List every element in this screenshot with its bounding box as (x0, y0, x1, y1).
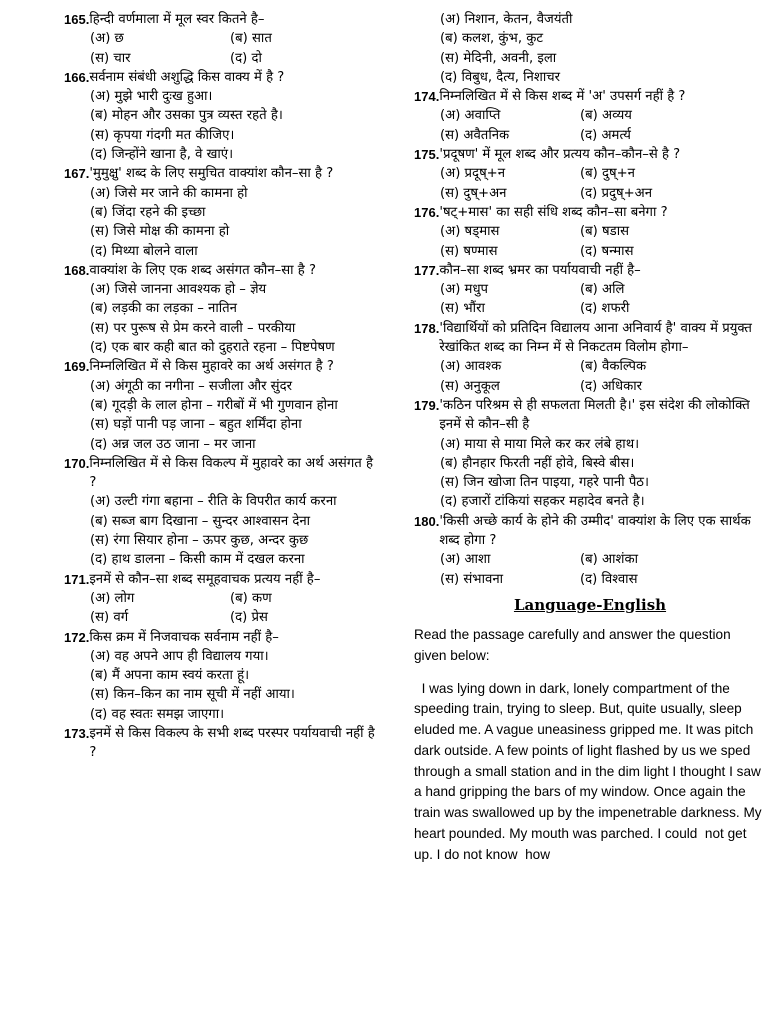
option: (स) चार (90, 50, 131, 66)
option: (ब) मैं अपना काम स्वयं करता हूं। (90, 668, 250, 684)
option: (द) अधिकार (580, 378, 643, 394)
question-number: 172. (64, 629, 90, 645)
question-title (64, 628, 376, 647)
question-number: 170. (64, 455, 90, 471)
option: (स) पर पुरूष से प्रेम करने वाली – परकीया (90, 320, 296, 336)
question-number: 180. (414, 513, 440, 529)
question (64, 454, 376, 570)
question-text: वाक्यांश के लिए एक शब्द असंगत कौन–सा है ? (89, 262, 316, 278)
question-title (64, 570, 376, 589)
option: (ब) मोहन और उसका पुत्र व्यस्त रहते है। (90, 108, 283, 124)
option: (ब) दुष्+न (580, 166, 636, 182)
question (64, 357, 376, 453)
question-text: किस क्रम में निजवाचक सर्वनाम नहीं है– (89, 629, 279, 645)
option: (ब) अलि (580, 282, 625, 298)
option: (अ) माया से माया मिले कर कर लंबे हाथ। (440, 436, 640, 452)
question-text: हिन्दी वर्णमाला में मूल स्वर कितने है– (89, 12, 265, 27)
option-row (414, 184, 766, 203)
option: (ब) आशंका (580, 552, 639, 568)
question-number: 169. (64, 359, 90, 375)
option-row (414, 377, 766, 396)
option: (अ) षड्मास (440, 224, 500, 240)
question-text: निम्नलिखित में से किस मुहावरे का अर्थ असंगत है ? (89, 359, 334, 375)
option: (द) दो (230, 50, 262, 66)
question (64, 261, 376, 357)
option: (ब) जिंदा रहने की इच्छा (90, 204, 206, 220)
option: (अ) जिसे जानना आवश्यक हो – ज्ञेय (90, 282, 267, 298)
question-text: 'षट्+मास' का सही संधि शब्द कौन–सा बनेगा ? (439, 204, 668, 220)
question (64, 570, 376, 628)
option: (स) संभावना (440, 571, 504, 587)
english-instruction: Read the passage carefully and answer the question given below: (414, 626, 731, 663)
option: (अ) अवाप्ति (440, 108, 501, 124)
right-column (414, 10, 766, 878)
question-title (414, 87, 766, 106)
option: (स) दुष्+अन (440, 185, 507, 201)
option: (द) हजारों टांकियां सहकर महादेव बनते है। (440, 494, 645, 510)
question (64, 724, 376, 763)
question-number: 176. (414, 204, 440, 220)
option-row (414, 126, 766, 145)
option: (द) प्रेस (230, 610, 268, 626)
question-title (64, 261, 376, 280)
option: (द) शफरी (580, 301, 630, 317)
option: (ब) सात (230, 31, 272, 47)
question-title (414, 145, 766, 164)
question-text: 'प्रदूषण' में मूल शब्द और प्रत्यय कौन–कौन–से है ? (439, 147, 681, 163)
option: (स) रंगा सियार होना – ऊपर कुछ, अन्दर कुछ (90, 533, 309, 549)
option-row (414, 222, 766, 241)
option: (द) अमर्त्य (580, 127, 631, 143)
question-text: इनमें से कौन–सा शब्द समूहवाचक प्रत्यय नहीं है– (89, 571, 321, 587)
option: (द) मिथ्या बोलने वाला (90, 243, 198, 259)
option: (अ) आवश्क (440, 359, 502, 375)
option: (स) जिसे मोक्ष की कामना हो (90, 224, 230, 240)
option: (ब) हौनहार फिरती नहीं होवे, बिस्वे बीस। (440, 455, 635, 471)
option-row (414, 106, 766, 125)
question-number: 166. (64, 69, 90, 85)
question-title (414, 512, 766, 551)
english-section-heading: Language-English (513, 595, 667, 614)
option: (अ) अंगूठी का नगीना – सजीला और सुंदर (90, 378, 292, 394)
option-row (64, 589, 376, 608)
option: (स) कृपया गंदगी मत कीजिए। (90, 127, 235, 143)
option: (अ) छ (90, 31, 124, 47)
option: (द) प्रदुष्+अन (580, 185, 653, 201)
option-row (414, 550, 766, 569)
question-number: 174. (414, 89, 440, 105)
question (414, 203, 766, 261)
question (64, 628, 376, 724)
option: (अ) उल्टी गंगा बहाना – रीति के विपरीत कार्य करना (90, 494, 337, 510)
option: (स) घड़ों पानी पड़ जाना – बहुत शर्मिंदा होना (90, 417, 302, 433)
right-questions (414, 10, 766, 589)
option: (द) जिन्होंने खाना है, वे खाएं। (90, 147, 234, 163)
option: (ब) कण (230, 590, 272, 606)
question-number: 168. (64, 262, 90, 278)
option: (अ) मधुप (440, 282, 489, 298)
question-title (414, 261, 766, 280)
option: (ब) कलश, कुंभ, कुट (440, 31, 543, 47)
option: (अ) वह अपने आप ही विद्यालय गया। (90, 648, 269, 664)
question-title (64, 164, 376, 183)
question-text: निम्नलिखित में से किस शब्द में 'अ' उपसर्ग नहीं है ? (439, 89, 686, 105)
option-row (64, 49, 376, 68)
question (414, 319, 766, 396)
option: (अ) आशा (440, 552, 491, 568)
option: (स) वर्ग (90, 610, 129, 626)
option: (द) अन्न जल उठ जाना – मर जाना (90, 436, 256, 452)
question-text: सर्वनाम संबंधी अशुद्धि किस वाक्य में है ? (89, 69, 285, 85)
option-row (414, 280, 766, 299)
question (414, 261, 766, 319)
question (414, 512, 766, 589)
question-number: 177. (414, 262, 440, 278)
option-row (414, 242, 766, 261)
option: (ब) गूदड़ी के लाल होना – गरीबों में भी गुणवान होना (90, 397, 338, 413)
question-text: इनमें से किस विकल्प के सभी शब्द परस्पर पर्यायवाची नहीं है ? (89, 725, 375, 761)
option: (अ) लोग (90, 590, 135, 606)
question (414, 87, 766, 145)
option-row (414, 570, 766, 589)
question-text: 'विद्यार्थियों को प्रतिदिन विद्यालय आना अनिवार्य है' वाक्य में प्रयुक्त रेखांकित शब्द का निम्न में से निकटतम विलोम होगा– (439, 320, 752, 356)
question (414, 10, 766, 87)
option: (अ) निशान, केतन, वैजयंती (440, 12, 573, 27)
option: (स) भौंरा (440, 301, 485, 317)
question-title (64, 454, 376, 493)
question-number: 175. (414, 147, 440, 163)
question (414, 396, 766, 512)
question (64, 164, 376, 260)
option: (स) जिन खोजा तिन पाइया, गहरे पानी पैठ। (440, 475, 649, 491)
question-number: 167. (64, 166, 90, 182)
option: (ब) लड़की का लड़का – नातिन (90, 301, 237, 317)
question-title (64, 724, 376, 763)
question-text: 'किसी अच्छे कार्य के होने की उम्मीद' वाक्यांश के लिए एक सार्थक शब्द होगा ? (439, 513, 751, 549)
option: (अ) प्रदूष्+न (440, 166, 506, 182)
question-title (64, 10, 376, 29)
option: (अ) जिसे मर जाने की कामना हो (90, 185, 248, 201)
option: (स) अनुकूल (440, 378, 500, 394)
option: (स) अवैतनिक (440, 127, 510, 143)
option: (ब) अव्यय (580, 108, 632, 124)
question-number: 165. (64, 12, 90, 27)
option: (द) हाथ डालना – किसी काम में दखल करना (90, 552, 305, 568)
question-text: 'कठिन परिश्रम से ही सफलता मिलती है।' इस संदेश की लोकोक्ति इनमें से कौन–सी है (439, 397, 750, 433)
option: (ब) सब्ज बाग दिखाना – सुन्दर आश्वासन देना (90, 513, 311, 529)
option-row (414, 357, 766, 376)
option: (द) एक बार कही बात को दुहराते रहना – पिष्टपेषण (90, 340, 335, 356)
english-passage: I was lying down in dark, lonely compartment of the speeding train, trying to sleep. But, quite usually, sleep eluded me. A vague uneasiness gripped me. It was pitch dark outside. A few points of light flashed by us we sped through a small station and in the dim light I thought I saw a hand gripping the bars of my window. Once again the train was swallowed up by the impenetrable darkness. My heart pounded. My mouth was parched. I could not get up. I do not know how (414, 680, 766, 862)
question (64, 10, 376, 68)
english-section (414, 625, 766, 866)
option: (स) षण्मास (440, 243, 498, 259)
option: (द) षन्मास (580, 243, 634, 259)
question-title (64, 357, 376, 376)
question (64, 68, 376, 164)
question-text: निम्नलिखित में से किस विकल्प में मुहावरे का अर्थ असंगत है ? (89, 455, 373, 491)
question-text: कौन–सा शब्द भ्रमर का पर्यायवाची नहीं है– (439, 262, 641, 278)
question-text: 'मुमुक्षु' शब्द के लिए समुचित वाक्यांश कौन–सा है ? (89, 166, 334, 182)
question-title (414, 396, 766, 435)
option: (स) किन–किन का नाम सूची में नहीं आया। (90, 687, 295, 703)
question-title (414, 203, 766, 222)
option-row (64, 608, 376, 627)
option: (द) विश्वास (580, 571, 638, 587)
option: (ब) वैकल्पिक (580, 359, 647, 375)
option: (अ) मुझे भारी दुःख हुआ। (90, 89, 213, 105)
option-row (64, 29, 376, 48)
question-number: 178. (414, 320, 440, 336)
question-number: 179. (414, 397, 440, 413)
question-number: 173. (64, 725, 90, 741)
question-title (64, 68, 376, 87)
option: (ब) षडास (580, 224, 630, 240)
option: (द) वह स्वतः समझ जाएगा। (90, 706, 225, 722)
option: (स) मेदिनी, अवनी, इला (440, 50, 557, 66)
question-title (414, 319, 766, 358)
option-row (414, 164, 766, 183)
question-number: 171. (64, 571, 90, 587)
option: (द) विबुध, दैत्य, निशाचर (440, 69, 561, 85)
left-column (64, 10, 376, 763)
question (414, 145, 766, 203)
option-row (414, 299, 766, 318)
